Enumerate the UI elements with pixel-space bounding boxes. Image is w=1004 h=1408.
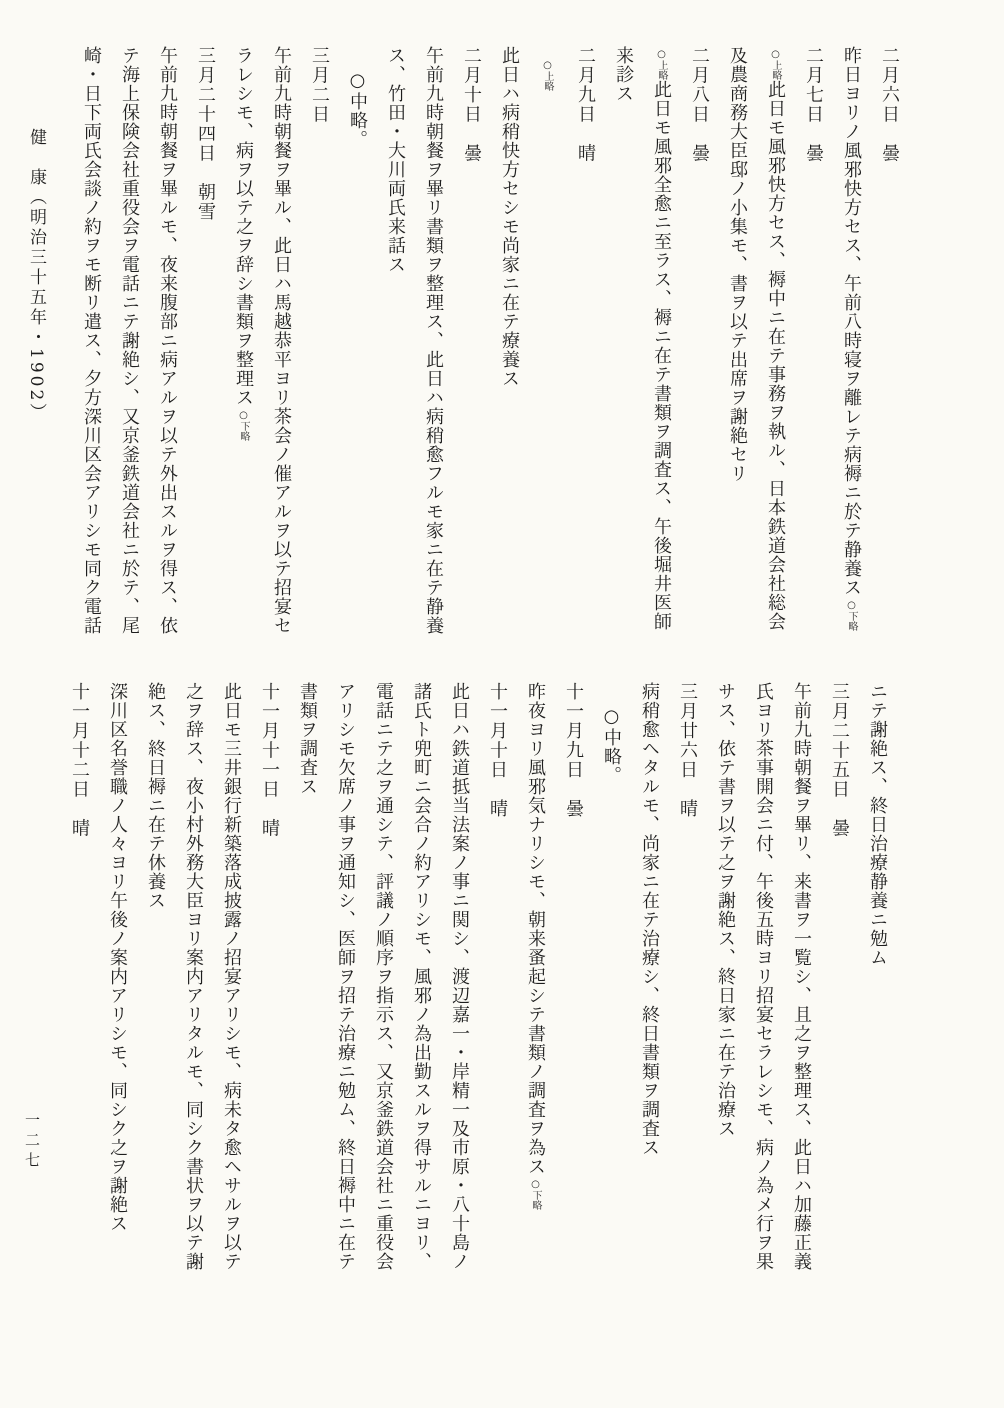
text-line [528, 46, 566, 658]
diary-date-line [554, 682, 592, 1304]
diary-date-line [870, 46, 908, 658]
text-line [440, 682, 478, 1304]
line-text: 之ヲ辞ス、夜小村外務大臣ヨリ案内アリタルモ、同シク書状ヲ以テ謝 [183, 682, 204, 1271]
diary-date-line [452, 46, 490, 658]
line-text: 昨夜ヨリ風邪気ナリシモ、朝来蚤起シテ書類ノ調査ヲ為ス [525, 682, 546, 1176]
diary-date-line [820, 682, 858, 1304]
diary-date-line [668, 682, 706, 1304]
line-text: ス、竹田・大川両氏来話ス [385, 46, 406, 274]
text-line [414, 46, 452, 658]
line-text: 十一月十一日 晴 [259, 682, 280, 838]
text-line [516, 682, 554, 1304]
line-text: 二月七日 曇 [803, 46, 824, 163]
line-text: 二月六日 曇 [879, 46, 900, 163]
omission-note: ○下略 [846, 600, 857, 631]
diary-date-line [478, 682, 516, 1304]
line-text: 午前九時朝餐ヲ畢リ、来書ヲ一覧シ、且之ヲ整理ス、此日ハ加藤正義 [791, 682, 812, 1271]
text-line [592, 682, 630, 1304]
omission-note: ○下略 [530, 1179, 541, 1210]
line-text: 十一月十日 晴 [487, 682, 508, 819]
omission-note: ○上略 [770, 49, 781, 80]
page-number: 一二七 [23, 1112, 41, 1172]
text-line [706, 682, 744, 1304]
line-text: 十一月九日 曇 [563, 682, 584, 819]
line-text: 及農商務大臣邸ノ小集モ、書ヲ以テ出席ヲ謝絶セリ [727, 46, 748, 483]
text-line [376, 46, 414, 658]
line-text: 絶ス、終日褥ニ在テ休養ス [145, 682, 166, 910]
text-line [402, 682, 440, 1304]
text-line [98, 682, 136, 1304]
diary-date-line [60, 682, 98, 1304]
diary-bottom-block [60, 682, 896, 1304]
omission-note: ○下略 [238, 410, 249, 441]
margin-title: 健 康（明治三十五年・1902） [26, 128, 46, 424]
text-line [288, 682, 326, 1304]
text-line [224, 46, 262, 658]
text-line [148, 46, 186, 658]
line-text: 二月十日 曇 [461, 46, 482, 163]
diary-date-line [680, 46, 718, 658]
text-line [630, 682, 668, 1304]
line-text: 三月廿六日 晴 [677, 682, 698, 819]
line-text: 十一月十二日 晴 [69, 682, 90, 838]
line-text: 午前九時朝餐ヲ畢ルモ、夜来腹部ニ病アルヲ以テ外出スルヲ得ス、依 [157, 46, 178, 635]
line-text: 三月二十五日 曇 [829, 682, 850, 838]
line-text: 諸氏ト兜町ニ会合ノ約アリシモ、風邪ノ為出勤スルヲ得サルニヨリ、 [411, 682, 432, 1271]
text-line [832, 46, 870, 658]
line-text: アリシモ欠席ノ事ヲ通知シ、医師ヲ招テ治療ニ勉ム、終日褥中ニ在テ [335, 682, 356, 1271]
text-line [262, 46, 300, 658]
line-text: 書類ヲ調査ス [297, 682, 318, 796]
text-line [858, 682, 896, 1304]
text-line [136, 682, 174, 1304]
line-text: テ海上保険会社重役会ヲ電話ニテ謝絶シ、又京釜鉄道会社ニ於テ、尾 [119, 46, 140, 635]
line-text: ○中略。 [601, 706, 622, 785]
line-text: 氏ヨリ茶事開会ニ付、午後五時ヨリ招宴セラレシモ、病ノ為メ行ヲ果 [753, 682, 774, 1271]
line-text: 病稍愈ヘタルモ、尚家ニ在テ治療シ、終日書類ヲ調査ス [639, 682, 660, 1157]
text-line [756, 46, 794, 658]
line-text: 此日ハ病稍快方セシモ尚家ニ在テ療養ス [499, 46, 520, 388]
line-text: 昨日ヨリノ風邪快方セス、午前八時寝ヲ離レテ病褥ニ於テ静養ス [841, 46, 862, 597]
diary-date-line [250, 682, 288, 1304]
text-line [782, 682, 820, 1304]
text-line [326, 682, 364, 1304]
line-text: ○中略。 [347, 70, 368, 149]
text-line [604, 46, 642, 658]
line-text: 此日モ風邪全愈ニ至ラス、褥ニ在テ書類ヲ調査ス、午後堀井医師 [651, 80, 672, 631]
line-text: ニテ謝絶ス、終日治療静養ニ勉ム [867, 682, 888, 967]
line-text: 深川区名誉職ノ人々ヨリ午後ノ案内アリシモ、同シク之ヲ謝絶ス [107, 682, 128, 1233]
text-line [490, 46, 528, 658]
line-text: 二月九日 晴 [575, 46, 596, 163]
text-line [364, 682, 402, 1304]
line-text: 此日ハ鉄道抵当法案ノ事ニ関シ、渡辺嘉一・岸精一及市原・八十島ノ [449, 682, 470, 1271]
line-text: 午前九時朝餐ヲ畢ル、此日ハ馬越恭平ヨリ茶会ノ催アルヲ以テ招宴セ [271, 46, 292, 635]
line-text: 二月八日 曇 [689, 46, 710, 163]
text-line [338, 46, 376, 658]
text-line [744, 682, 782, 1304]
text-line [110, 46, 148, 658]
line-text: 午前九時朝餐ヲ畢リ書類ヲ整理ス、此日ハ病稍愈フルモ家ニ在テ静養 [423, 46, 444, 635]
line-text: 此日モ風邪快方セス、褥中ニ在テ事務ヲ執ル、日本鉄道会社総会 [765, 80, 786, 631]
text-line [72, 46, 110, 658]
text-line [212, 682, 250, 1304]
line-text: ラレシモ、病ヲ以テ之ヲ辞シ書類ヲ整理ス [233, 46, 254, 407]
line-text: サス、依テ書ヲ以テ之ヲ謝絶ス、終日家ニ在テ治療ス [715, 682, 736, 1138]
line-text: 来診ス [613, 46, 634, 103]
diary-date-line [300, 46, 338, 658]
line-text: ○上略 [542, 60, 553, 91]
text-line [642, 46, 680, 658]
line-text: 崎・日下両氏会談ノ約ヲモ断リ遣ス、夕方深川区会アリシモ同ク電話 [81, 46, 102, 635]
text-line [718, 46, 756, 658]
line-text: 三月二日 [309, 46, 330, 124]
omission-note: ○上略 [656, 49, 667, 80]
diary-date-line [186, 46, 224, 658]
line-text: 電話ニテ之ヲ通シテ、評議ノ順序ヲ指示ス、又京釜鉄道会社ニ重役会 [373, 682, 394, 1271]
diary-top-block [72, 46, 908, 658]
text-line [174, 682, 212, 1304]
line-text: 三月二十四日 朝雪 [195, 46, 216, 222]
diary-date-line [794, 46, 832, 658]
diary-date-line [566, 46, 604, 658]
line-text: 此日モ三井銀行新築落成披露ノ招宴アリシモ、病未タ愈ヘサルヲ以テ [221, 682, 242, 1271]
